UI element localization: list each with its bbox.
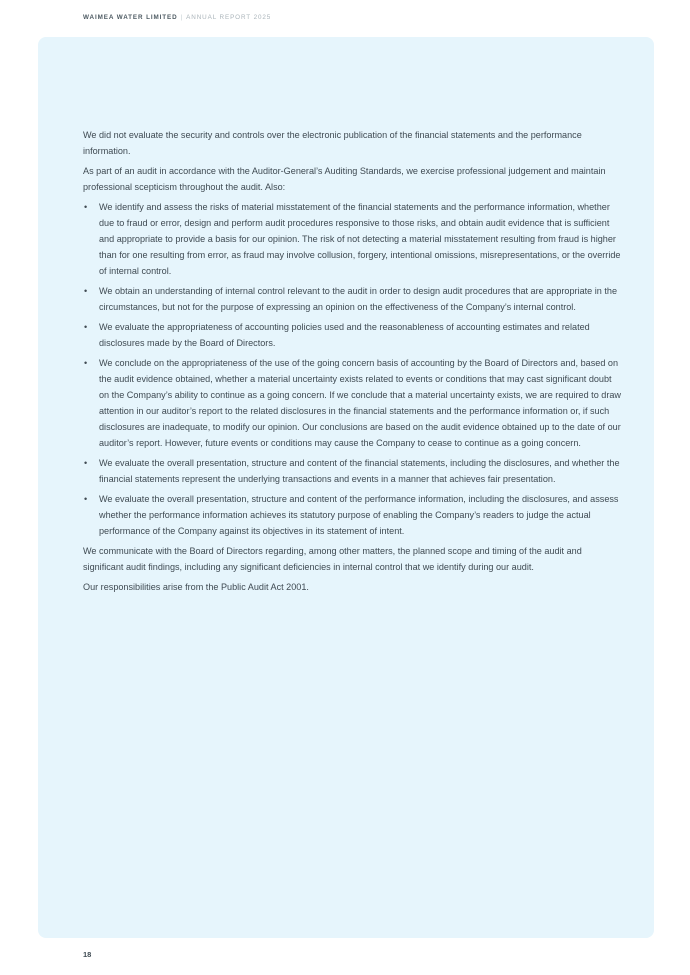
bullet-marker: • — [84, 494, 88, 504]
paragraph-responsibilities: Our responsibilities arise from the Public Audit Act 2001. — [83, 582, 309, 592]
bullet-marker: • — [84, 358, 88, 368]
list-item-text: We identify and assess the risks of material misstatement of the financial statements and the performance information, whether due to fraud or error, design and perform audit procedures responsive to those risks, and obtain audit evidence that is sufficient and appropriate to provide a basis for our opinion. The risk of not detecting a material misstatement resulting from fraud is higher than for one resulting from error, as fraud may involve collusion, forgery, intentional omissions, misrepresentations, or the override of internal control. — [99, 202, 621, 276]
bullet-marker: • — [84, 322, 88, 332]
report-name: ANNUAL REPORT 2025 — [186, 14, 272, 21]
organisation-name: WAIMEA WATER LIMITED — [83, 14, 178, 21]
page-number: 18 — [83, 950, 92, 959]
paragraph-communication: We communicate with the Board of Directors regarding, among other matters, the planned scope and timing of the audit and significant audit findings, including any significant deficiencies in internal control that we identify during our audit. — [83, 546, 582, 572]
list-item-text: We evaluate the overall presentation, structure and content of the performance information, including the disclosures, and assess whether the performance information achieves its statutory purpose of enabling the Company’s readers to judge the actual performance of the Company against its objectives in its statement of intent. — [99, 494, 619, 536]
list-item — [83, 491, 623, 539]
header-separator: | — [180, 14, 184, 21]
list-item-text: We obtain an understanding of internal control relevant to the audit in order to design audit procedures that are appropriate in the circumstances, but not for the purpose of expressing an opinion on the effectiveness of the Company’s internal control. — [99, 286, 618, 312]
paragraph-electronic-publication: We did not evaluate the security and controls over the electronic publication of the financial statements and the performance information. — [83, 130, 582, 156]
bullet-marker: • — [84, 202, 88, 212]
audit-procedures-list — [83, 199, 623, 539]
bullet-marker: • — [84, 286, 88, 296]
list-item — [83, 355, 623, 451]
list-item — [83, 319, 623, 351]
paragraph-professional-judgement: As part of an audit in accordance with the Auditor-General’s Auditing Standards, we exercise professional judgement and maintain professional scepticism throughout the audit. Also: — [83, 166, 606, 192]
list-item — [83, 283, 623, 315]
list-item-text: We conclude on the appropriateness of the use of the going concern basis of accounting by the Board of Directors and, based on the audit evidence obtained, whether a material uncertainty exists related to events or conditions that may cast significant doubt on the Company’s ability to continue as a going concern. If we conclude that a material uncertainty exists, we are required to draw attention in our auditor’s report to the related disclosures in the financial statements and the performance information or, if such disclosures are inadequate, to modify our opinion. Our conclusions are based on the audit evidence obtained up to the date of our auditor’s report. However, future events or conditions may cause the Company to cease to continue as a going concern. — [99, 358, 621, 448]
audit-responsibilities-text — [83, 127, 623, 599]
list-item — [83, 455, 623, 487]
list-item — [83, 199, 623, 279]
list-item-text: We evaluate the overall presentation, structure and content of the financial statements, including the disclosures, and whether the financial statements represent the underlying transactions and events in a manner that achieves fair presentation. — [99, 458, 620, 484]
list-item-text: We evaluate the appropriateness of accounting policies used and the reasonableness of accounting estimates and related disclosures made by the Board of Directors. — [99, 322, 590, 348]
bullet-marker: • — [84, 458, 88, 468]
running-header — [83, 14, 271, 21]
